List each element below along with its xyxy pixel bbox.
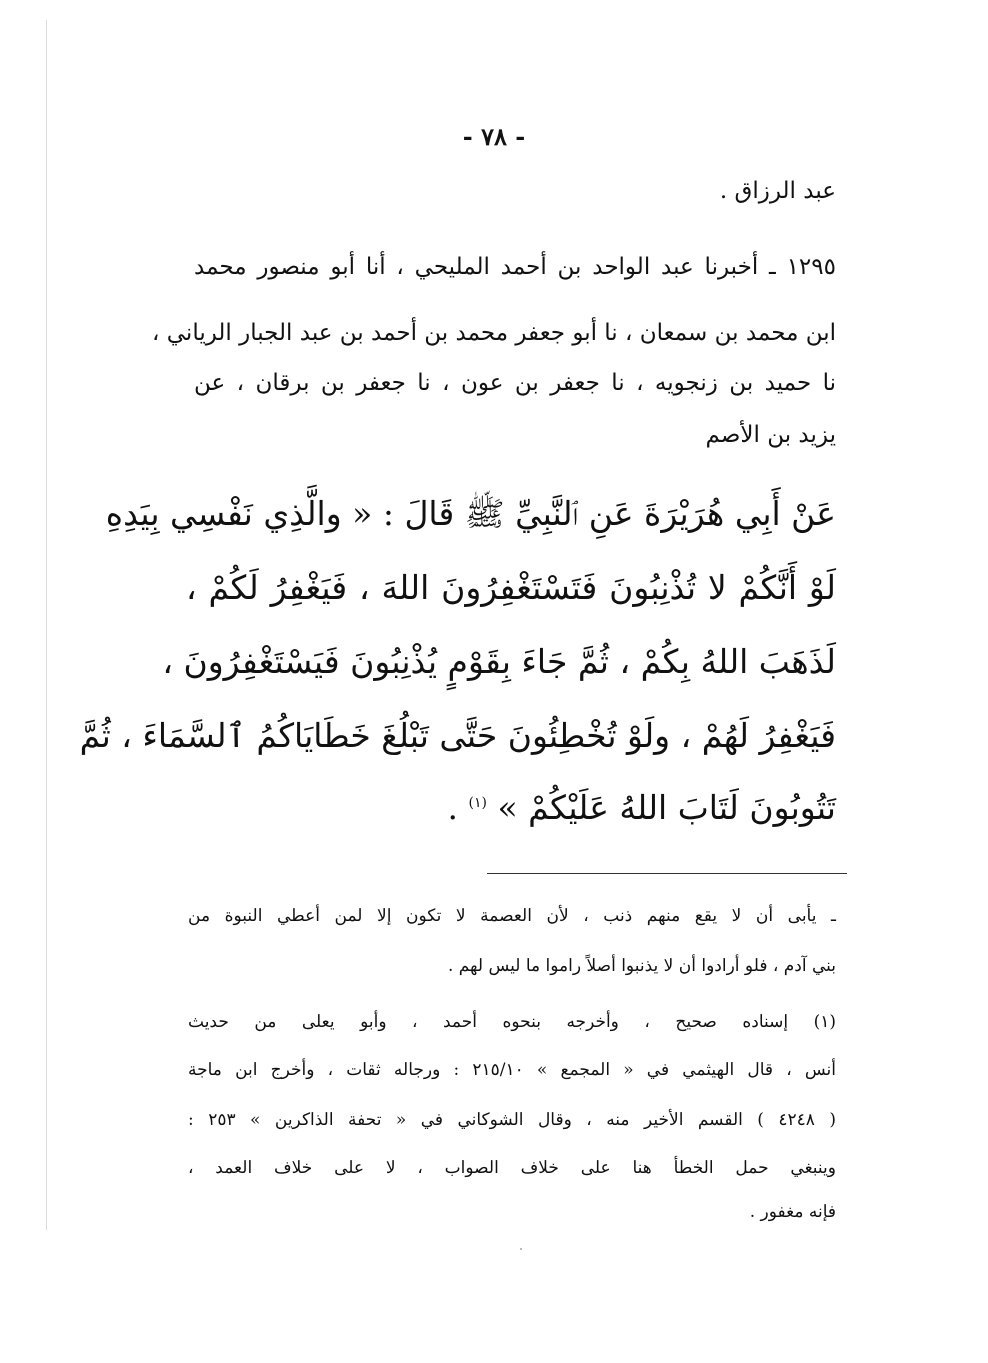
footnote-separator bbox=[487, 873, 847, 874]
footnote-1-line-5: فإنه مغفور . bbox=[749, 1202, 836, 1222]
footnote-1-line-2: أنس ، قال الهيثمي في « المجمع » ٢١٥/١٠ : ورجاله ثقات ، وأخرج ابن ماجة bbox=[188, 1060, 836, 1080]
footnote-1-line-1: (١) إسناده صحيح ، وأخرجه بنحوه أحمد ، وأبو يعلى من حديث bbox=[188, 1012, 836, 1032]
hadith-line-4: فَيَغْفِرُ لَهُمْ ، ولَوْ تُخْطِئُونَ حَتَّى تَبْلُغَ خَطَايَاكُمُ ٱلسَّمَاءَ ، ثُمَّ bbox=[79, 716, 836, 755]
isnad-line-4: يزيد بن الأصم bbox=[705, 422, 836, 448]
isnad-line-2: ابن محمد بن سمعان ، نا أبو جعفر محمد بن أحمد بن عبد الجبار الرياني ، bbox=[152, 320, 836, 346]
intro-line: عبد الرزاق . bbox=[719, 178, 836, 204]
footnote-continuation-line-1: ـ يأبى أن لا يقع منهم ذنب ، لأن العصمة لا تكون إلا لمن أعطي النبوة من bbox=[188, 906, 836, 926]
isnad-line-1: ١٢٩٥ ـ أخبرنا عبد الواحد بن أحمد المليحي ، أنا أبو منصور محمد bbox=[194, 254, 836, 280]
scan-edge-line bbox=[46, 20, 47, 1230]
hadith-line-2: لَوْ أَنَّكُمْ لا تُذْنِبُونَ فَتَسْتَغْفِرُونَ اللهَ ، فَيَغْفِرُ لَكُمْ ، bbox=[186, 568, 836, 607]
hadith-line-5 bbox=[447, 788, 836, 827]
page-number: - ٧٨ - bbox=[462, 122, 526, 151]
footnote-continuation-line-2: بني آدم ، فلو أرادوا أن لا يذنبوا أصلاً راموا ما ليس لهم . bbox=[447, 956, 836, 976]
footnote-marker: (١) bbox=[468, 795, 487, 811]
isnad-line-3: نا حميد بن زنجويه ، نا جعفر بن عون ، نا جعفر بن برقان ، عن bbox=[194, 370, 836, 396]
footnote-1-line-4: وينبغي حمل الخطأ هنا على خلاف الصواب ، لا على خلاف العمد ، bbox=[188, 1158, 836, 1178]
footnote-1-line-3: ( ٤٢٤٨ ) القسم الأخير منه ، وقال الشوكاني في « تحفة الذاكرين » ٢٥٣ : bbox=[188, 1110, 836, 1130]
hadith-line-3: لَذَهَبَ اللهُ بِكُمْ ، ثُمَّ جَاءَ بِقَوْمٍ يُذْنِبُونَ فَيَسْتَغْفِرُونَ ، bbox=[162, 642, 836, 681]
hadith-line-5-text: تَتُوبُونَ لَتَابَ اللهُ عَلَيْكُمْ » bbox=[497, 788, 836, 827]
hadith-line-1: عَنْ أَبِي هُرَيْرَةَ عَنِ ٱلنَّبِيِّ ﷺ قَالَ : « والَّذِي نَفْسِي بِيَدِهِ bbox=[105, 494, 836, 533]
hadith-end-mark: . bbox=[447, 788, 458, 827]
scan-speck bbox=[520, 1248, 522, 1250]
